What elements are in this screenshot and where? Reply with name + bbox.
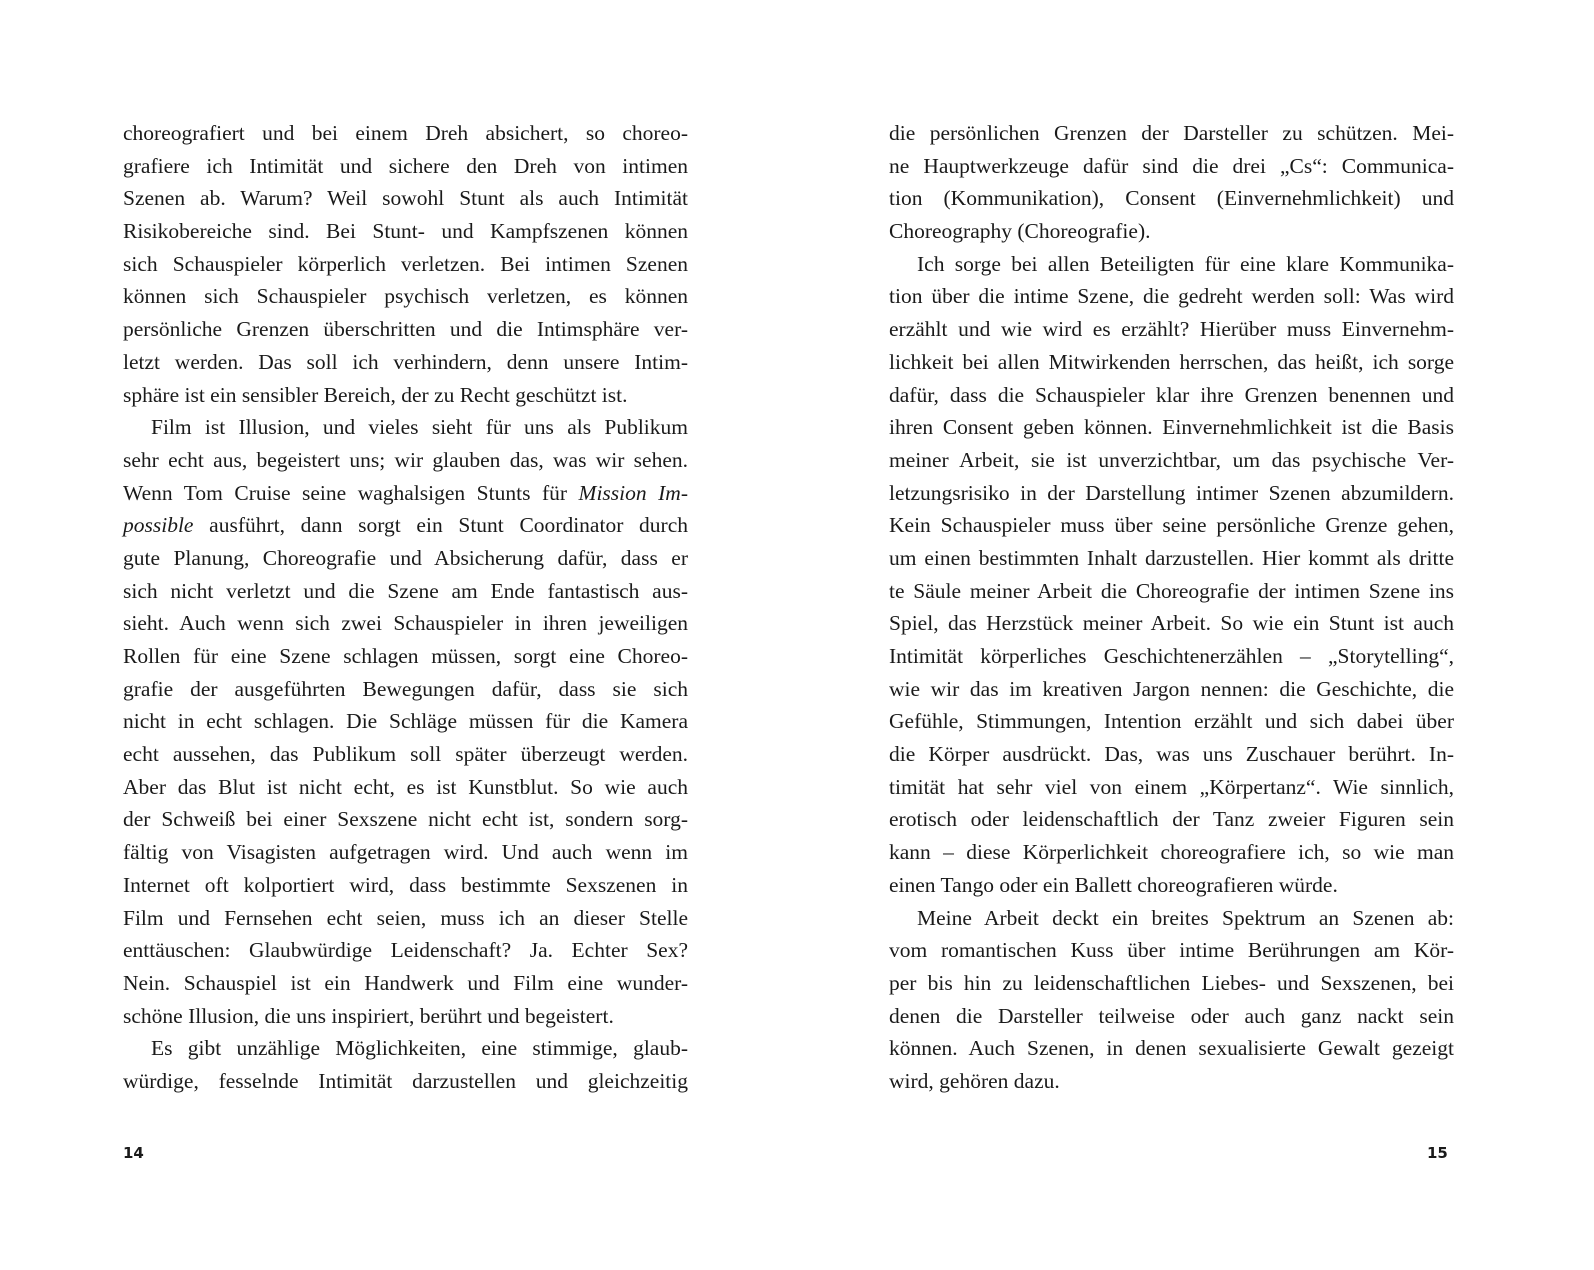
- text-line: einen Tango oder ein Ballett choreografieren würde.: [889, 872, 1338, 897]
- text-line: per bis hin zu leidenschaftlichen Liebes- und Sexszenen, bei: [889, 970, 1454, 995]
- text-line: sphäre ist ein sensibler Bereich, der zu Recht geschützt ist.: [123, 382, 628, 407]
- text-line: um einen bestimmten Inhalt darzustellen. Hier kommt als dritte: [889, 545, 1454, 570]
- text-line: [123, 477, 688, 510]
- text-line: Es gibt unzählige Möglichkeiten, eine stimmige, glaub-: [151, 1036, 688, 1061]
- text-line: Meine Arbeit deckt ein breites Spektrum an Szenen ab:: [917, 905, 1454, 930]
- text-line: letzt werden. Das soll ich verhindern, denn unsere Intim-: [123, 349, 688, 374]
- text-line: timität hat sehr viel von einem „Körpertanz“. Wie sinnlich,: [889, 774, 1454, 799]
- text-line: würdige, fesselnde Intimität darzustellen und gleichzeitig: [123, 1068, 688, 1093]
- text-line: Spiel, das Herzstück meiner Arbeit. So wie ein Stunt ist auch: [889, 611, 1454, 636]
- text-line: Gefühle, Stimmungen, Intention erzählt und sich dabei über: [889, 709, 1454, 734]
- text-line: sehr echt aus, begeistert uns; wir glauben das, was wir sehen.: [123, 447, 688, 472]
- text-line: vom romantischen Kuss über intime Berührungen am Kör-: [889, 938, 1454, 963]
- text-line: echt aussehen, das Publikum soll später überzeugt werden.: [123, 742, 688, 767]
- text-line: Aber das Blut ist nicht echt, es ist Kunstblut. So wie auch: [123, 774, 688, 799]
- text-line: können. Auch Szenen, in denen sexualisierte Gewalt gezeigt: [889, 1036, 1454, 1061]
- text-line: grafiere ich Intimität und sichere den Dreh von intimen: [123, 153, 688, 178]
- text-line: te Säule meiner Arbeit die Choreografie der intimen Szene ins: [889, 578, 1454, 603]
- text-line: Internet oft kolportiert wird, dass bestimmte Sexszenen in: [123, 872, 688, 897]
- text-line: Risikobereiche sind. Bei Stunt- und Kampfszenen können: [123, 219, 688, 244]
- text-line: tion über die intime Szene, die gedreht werden soll: Was wird: [889, 284, 1454, 309]
- text-line: wird, gehören dazu.: [889, 1068, 1060, 1093]
- text-line: die Körper ausdrückt. Das, was uns Zuschauer berührt. In-: [889, 742, 1454, 767]
- text-segment: Wenn Tom Cruise seine waghalsigen Stunts für: [123, 480, 579, 505]
- text-line: wie wir das im kreativen Jargon nennen: die Geschichte, die: [889, 676, 1454, 701]
- right-page-number: 15: [1427, 1144, 1448, 1162]
- text-line: Rollen für eine Szene schlagen müssen, sorgt eine Choreo-: [123, 644, 688, 668]
- text-line: Ich sorge bei allen Beteiligten für eine klare Kommunika-: [917, 251, 1454, 276]
- italic-title: Mission Im-: [578, 480, 688, 505]
- text-line: Nein. Schauspiel ist ein Handwerk und Film eine wunder-: [123, 970, 688, 995]
- text-line: ihren Consent geben können. Einvernehmlichkeit ist die Basis: [889, 415, 1454, 440]
- text-line: letzungsrisiko in der Darstellung intimer Szenen abzumildern.: [889, 480, 1454, 505]
- text-line: sieht. Auch wenn sich zwei Schauspieler in ihren jeweiligen: [123, 611, 688, 636]
- text-line: grafie der ausgeführten Bewegungen dafür, dass sie sich: [123, 676, 688, 701]
- text-line: die persönlichen Grenzen der Darsteller zu schützen. Mei-: [889, 121, 1454, 145]
- text-line: der Schweiß bei einer Sexszene nicht echt ist, sondern sorg-: [123, 807, 688, 832]
- text-line: kann – diese Körperlichkeit choreografiere ich, so wie man: [889, 840, 1454, 865]
- text-line: choreografiert und bei einem Dreh absichert, so choreo-: [123, 121, 688, 145]
- text-line: tion (Kommunikation), Consent (Einvernehmlichkeit) und: [889, 186, 1454, 211]
- text-line: ne Hauptwerkzeuge dafür sind die drei „Cs“: Communica-: [889, 153, 1454, 178]
- text-line: denen die Darsteller teilweise oder auch ganz nackt sein: [889, 1003, 1454, 1028]
- text-line: fältig von Visagisten aufgetragen wird. Und auch wenn im: [123, 840, 688, 865]
- text-line: sich nicht verletzt und die Szene am Ende fantastisch aus-: [123, 578, 688, 603]
- text-line: Szenen ab. Warum? Weil sowohl Stunt als auch Intimität: [123, 186, 688, 211]
- text-segment: ausführt, dann sorgt ein Stunt Coordinator durch: [193, 513, 688, 538]
- text-line: sich Schauspieler körperlich verletzen. Bei intimen Szenen: [123, 251, 688, 276]
- text-line: meiner Arbeit, sie ist unverzichtbar, um das psychische Ver-: [889, 447, 1454, 472]
- text-line: können sich Schauspieler psychisch verletzen, es können: [123, 284, 688, 309]
- text-line: enttäuschen: Glaubwürdige Leidenschaft? Ja. Echter Sex?: [123, 938, 688, 963]
- text-line: Film und Fernsehen echt seien, muss ich an dieser Stelle: [123, 905, 688, 930]
- text-line: erotisch oder leidenschaftlich der Tanz zweier Figuren sein: [889, 807, 1454, 832]
- text-line: schöne Illusion, die uns inspiriert, berührt und begeistert.: [123, 1003, 614, 1028]
- left-page-body: [123, 117, 688, 1098]
- text-line: Film ist Illusion, und vieles sieht für uns als Publikum: [151, 415, 688, 440]
- text-line: dafür, dass die Schauspieler klar ihre Grenzen benennen und: [889, 382, 1454, 407]
- right-page-body: [889, 117, 1454, 1098]
- text-line: persönliche Grenzen überschritten und die Intimsphäre ver-: [123, 317, 688, 342]
- italic-title: possible: [123, 513, 194, 538]
- left-page-number: 14: [123, 1144, 144, 1162]
- text-line: erzählt und wie wird es erzählt? Hierüber muss Einvernehm-: [889, 317, 1454, 342]
- text-line: lichkeit bei allen Mitwirkenden herrschen, das heißt, ich sorge: [889, 349, 1454, 374]
- text-line: nicht in echt schlagen. Die Schläge müssen für die Kamera: [123, 709, 688, 734]
- text-line: [123, 509, 688, 542]
- text-line: Choreography (Choreografie).: [889, 219, 1151, 244]
- text-line: Intimität körperliches Geschichtenerzählen – „Storytelling“,: [889, 644, 1454, 668]
- text-line: Kein Schauspieler muss über seine persönliche Grenze gehen,: [889, 513, 1454, 538]
- text-line: gute Planung, Choreografie und Absicherung dafür, dass er: [123, 545, 688, 570]
